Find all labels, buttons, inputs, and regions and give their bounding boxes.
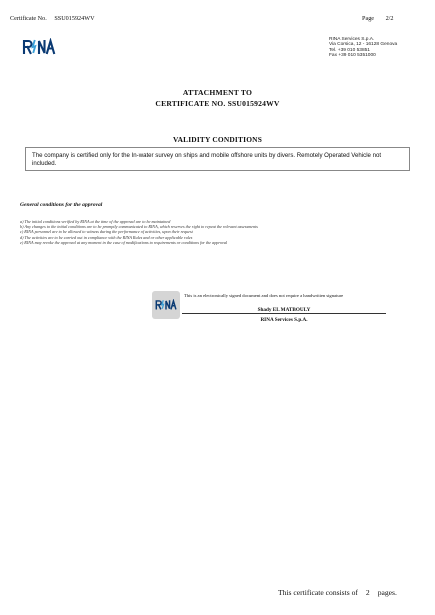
signer-company: RINA Services S.p.A.: [260, 317, 308, 323]
condition-item: a) The initial conditions verified by RINA at the time of the approval are to be maintained: [20, 219, 171, 224]
condition-item: c) RINA personnel are to be allowed to witness during the performance of activities, upon their request: [20, 229, 193, 235]
rina-logo: [22, 38, 56, 55]
page-indicator: [362, 15, 394, 22]
condition-item: e) RINA may revoke the approval at any moment in the case of modifications to requirements or conditions for the approval: [20, 239, 228, 245]
signature-line: [182, 313, 386, 314]
general-conditions-heading: General conditions for the approval: [20, 202, 103, 208]
validity-conditions-heading: VALIDITY CONDITIONS: [172, 135, 263, 144]
certificate-label: Certificate No.: [10, 15, 47, 22]
electronic-signature-note: This is an electronically signed document and does not require a handwritten signature: [184, 293, 344, 298]
page-value: 2/2: [385, 15, 394, 22]
address-line: Via Corsica, 12 - 16128 Genova: [329, 42, 398, 48]
attachment-title-line: CERTIFICATE NO. SSU015924WV: [155, 98, 280, 108]
address-line: Tel. +39 010 53851: [329, 47, 370, 53]
validity-conditions-box: [25, 147, 410, 171]
general-conditions-list: [20, 219, 340, 245]
footer-prefix: This certificate consists of: [278, 588, 358, 597]
page-label: Page: [362, 15, 375, 22]
condition-item: d) The activities are to be carried out in compliance with the RINA Rules and or other applicable rules: [20, 234, 193, 240]
certificate-number-header: [10, 15, 95, 22]
attachment-title: [0, 88, 435, 109]
certificate-number: SSU015924WV: [54, 15, 95, 22]
signer-name: Shady EL MATBOULY: [257, 307, 311, 313]
condition-item: b) Any changes to the initial conditions are to be promptly communicated to RINA, which reserves the right to repeat the relevant assessments: [20, 224, 258, 230]
attachment-title-line: ATTACHMENT TO: [182, 88, 253, 97]
page-count-footer: [278, 588, 397, 597]
address-line: RINA Services S.p.A.: [329, 37, 375, 42]
footer-suffix: pages.: [377, 588, 397, 597]
address-line: Fax +39 010 5351000: [329, 53, 376, 59]
company-address: [329, 37, 397, 59]
footer-page-count: 2: [365, 588, 370, 597]
validity-conditions-text: The company is certified only for the In-water survey on ships and mobile offshore units by divers. Remotely Operated Vehicle not included.: [32, 152, 382, 167]
rina-seal-icon: [152, 291, 180, 319]
